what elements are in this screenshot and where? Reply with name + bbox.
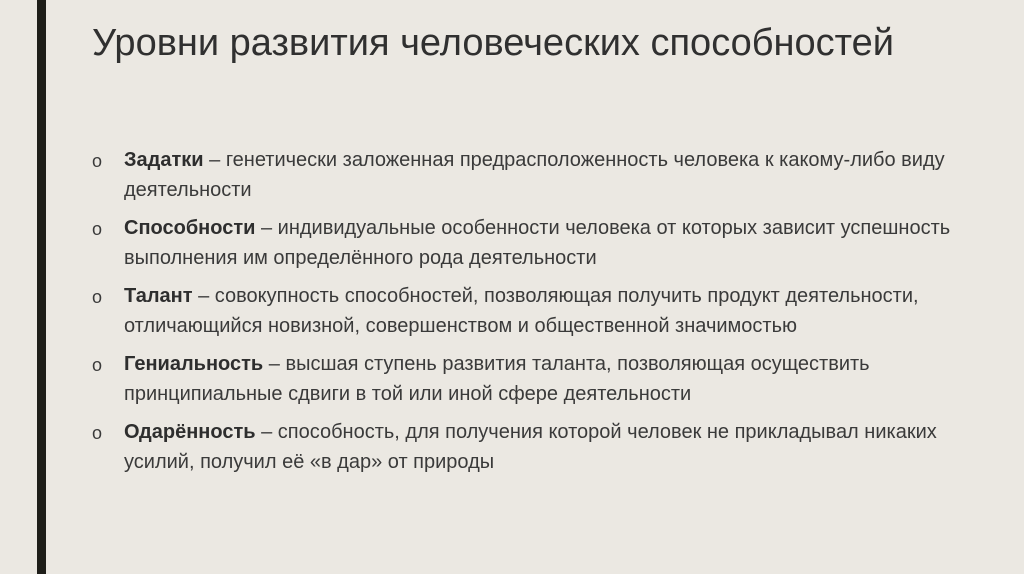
term-definition: – совокупность способностей, позволяющая получить продукт деятельности, отличающийся новизной, совершенством и общественной значимостью — [124, 285, 919, 337]
circle-bullet-icon: o — [92, 219, 103, 239]
list-item — [92, 145, 972, 205]
list-item — [92, 281, 972, 341]
circle-bullet-icon: o — [92, 355, 103, 375]
term-label: Гениальность — [124, 353, 264, 375]
term-label: Способности — [124, 217, 256, 239]
circle-bullet-icon: o — [92, 423, 103, 443]
term-definition: – индивидуальные особенности человека от которых зависит успешность выполнения им определённого рода деятельности — [124, 217, 951, 269]
list-item — [92, 417, 972, 477]
circle-bullet-icon: o — [92, 287, 103, 307]
term-label: Талант — [124, 285, 193, 307]
list-item — [92, 213, 972, 273]
term-label: Задатки — [124, 149, 204, 171]
list-item — [92, 349, 972, 409]
term-definition: – генетически заложенная предрасположенность человека к какому-либо виду деятельности — [124, 149, 945, 201]
accent-bar — [37, 0, 46, 574]
slide-title: Уровни развития человеческих способностей — [92, 22, 894, 64]
term-definition: – способность, для получения которой человек не прикладывал никаких усилий, получил её «в дар» от природы — [124, 421, 937, 473]
circle-bullet-icon: o — [92, 151, 103, 171]
term-definition: – высшая ступень развития таланта, позволяющая осуществить принципиальные сдвиги в той или иной сфере деятельности — [124, 353, 870, 405]
bullet-list — [92, 145, 972, 485]
term-label: Одарённость — [124, 421, 256, 443]
